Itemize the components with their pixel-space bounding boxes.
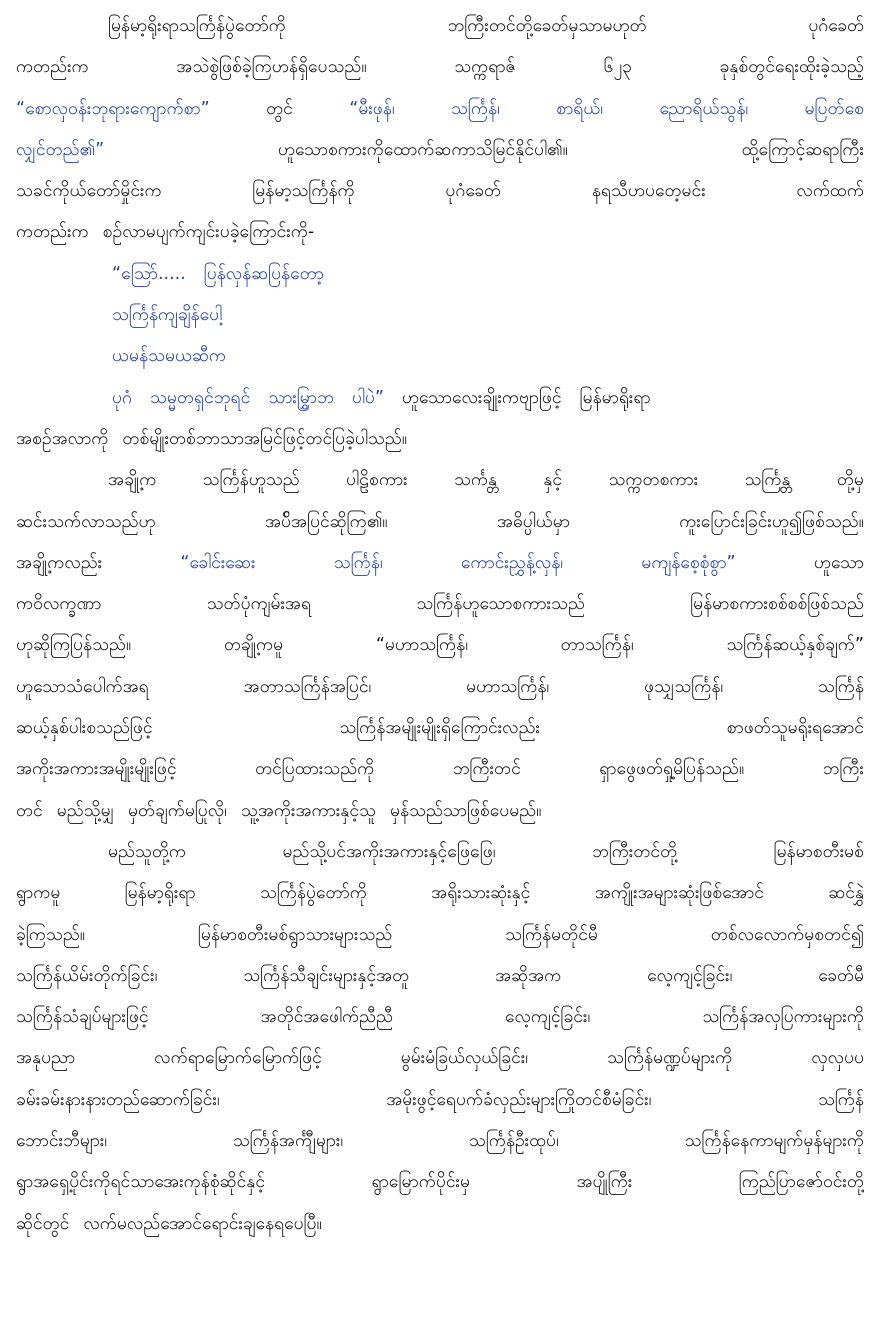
text-line [16,915,864,956]
word: စာဖတ်သူမရိုးရအောင် [726,718,864,739]
word: သက္ကတစကား [608,470,699,491]
text-line [16,956,864,997]
quoted-text: “သြော်..... [112,263,186,284]
word: သတ်ပုံကျမ်းအရ [206,594,312,615]
word: မြန်မာ့ရိုးရာသင်္ကြန်ပွဲတော်ကို [108,16,286,36]
text-line [16,295,864,336]
word: တစ်မျိုးတစ်ဘာသာအမြင်ဖြင့်တင်ပြခဲ့ပါသည်။ [122,428,408,449]
text-line [16,625,864,666]
word: ရွာမြောက်ပိုင်းမှ [371,1172,470,1193]
word: အကျိုးအများဆုံးဖြစ်အောင် [594,883,764,904]
word: မြန်မာရိုးရာ [579,387,651,408]
word: ပုဂံခေတ် [808,16,864,36]
word: သင်္ကြန်နေကာမျက်မှန်များကို [684,1131,864,1152]
word: ကြည်ပြာဇော်ဝင်းတို့ [738,1172,864,1193]
quoted-text: လျှင်တည်၏” [16,139,105,160]
word: သင်္ကြန်သီချင်းများနှင့်အတူ [243,965,410,986]
text-line [16,832,864,873]
quoted-text: သင်္ကြန်ကျချိန်ပေါ့ [112,305,223,326]
word: မှန်သည်သာဖြစ်ပေမည်။ [389,800,542,821]
word: နရသီဟပတေ့မင်း [591,181,706,202]
word: လှလှပပ [811,1048,864,1069]
word: အဆိုအက [495,965,562,986]
quoted-text: ကောင်းညွှန့်လှန်၊ [460,552,564,573]
word: လက်မလည်အောင်ရောင်းချနေရပေပြီ။ [83,1213,322,1234]
text-line [16,791,864,832]
text-line [16,502,864,543]
word: သင်္ကြန်ဟူသည် [202,470,300,491]
word: သင်္ကြန်ပွဲတော်ကို [259,883,367,904]
word: အဓိပ္ပါယ်မှာ [496,511,570,532]
text-line [16,708,864,749]
word: မြန်မာ့ရိုးရာ [124,883,196,904]
word: ရွာအရှေ့ပိုင်းကိုရင်သာအေးကုန်စုံဆိုင်နှင့် [16,1172,266,1193]
word: ခုနှစ်တွင်ရေးထိုးခဲ့သည့် [719,57,864,78]
quoted-text: ညောရိယ်သွန်၊ [659,98,749,119]
word: သင်္ကြန်ယိမ်းတိုက်ခြင်း၊ [16,965,158,986]
quoted-text: သင်္ကြန်၊ [333,552,383,573]
word: မည်သူတို့က [108,841,186,862]
text-line [16,1162,864,1203]
word: သင်္ကြန် [817,1089,864,1110]
word: မြန်မာ့သင်္ကြန်ကို [252,181,355,202]
text-line [16,584,864,625]
text-line [16,1080,864,1121]
quoted-text: ပါပဲ” [351,387,384,408]
word: မြန်မာစတီးမစ် [773,841,864,862]
word: အကိုးအကားအမျိုးမျိုးဖြင့် [16,759,177,780]
text-line [16,543,864,584]
quoted-text: မကျန်စေ့စုံစွာ” [641,552,736,573]
word: သက္ကရာဇ် [454,57,516,78]
text-line [16,1121,864,1162]
word: တာသင်္ကြန်၊ [560,635,634,656]
word: သင်္ကြန်မဏ္ဍပ်များကို [607,1048,733,1069]
word: သင်္ကန္တ [453,470,498,491]
word: ဟုဆိုကြပြန်သည်။ [16,635,132,656]
word: အတာသင်္ကြန်အပြင်၊ [243,676,372,697]
word: နှင့် [543,470,563,491]
word: လေ့ကျင့်ခြင်း၊ [647,965,733,986]
word: တစ်လလောက်မှစတင်၍ [710,924,864,945]
word: ဘကြီး [822,759,864,780]
quoted-text: ယမန်သမယဆီက [112,346,226,367]
text-line [16,873,864,914]
quoted-text: “ခေါင်းဆေး [180,552,256,573]
word: အချို့ကလည်း [16,552,103,573]
word: သင်္ကြန်သံချပ်များဖြင့် [16,1007,149,1028]
word: ဘကြီးတင်တို့ခေတ်မှသာမဟုတ် [447,16,647,36]
word: သင်္ကြန်မတိုင်မီ [505,924,598,945]
text-line [16,47,864,88]
word: သူ့အကိုးအကားနှင့်သူ [240,800,376,821]
word: စဉ်လာမပျက်ကျင်းပခဲ့ကြောင်းကို- [102,222,315,243]
word: အမိုးဖွင့်ရေပက်ခံလှည်းများကြိုတင်စီမံခြင်း၊ [386,1089,652,1110]
word: အပ်ိအပြင်ဆိုကြ၏။ [264,511,388,532]
word: လက်ထက် [796,181,864,202]
word: ဘကြီးတင် [452,759,521,780]
quoted-text: “စောလှဝန်းဘုရားကျောက်စာ” [16,98,210,119]
word: ခဲ့ကြသည်။ [16,924,86,945]
word: ကတည်းက [16,222,89,243]
word: ဆင်းသက်လာသည်ဟု [16,511,156,532]
word: ဟူသော [813,552,864,573]
word: ခမ်းခမ်းနားနားတည်ဆောက်ခြင်း၊ [16,1089,220,1110]
text-line [16,1204,864,1245]
text-line [16,997,864,1038]
word: မည်သို့မျှ [56,800,115,821]
word: သင်္ကြန္တ [744,470,791,491]
word: ပုဂံခေတ် [445,181,502,202]
word: ခေတ်မီ [818,965,864,986]
text-line [16,667,864,708]
word: သခင်ကိုယ်တော်မှိုင်းက [16,181,162,202]
word: သင်္ကြန်ဟူသောစကားသည် [416,594,585,615]
word: ကဝိလက္ခဏာ [16,594,102,615]
word: သင်္ကြန်ဆယ့်နှစ်ချက်” [726,635,864,656]
text-line [16,6,864,47]
word: ဆင်နွှဲ [828,883,864,904]
word: ဘကြီးတင်တို့ [592,841,678,862]
word: မြန်မာစတီးမစ်ရွာသားများသည် [197,924,393,945]
text-line [16,89,864,130]
word: အပျိုကြီး [576,1172,633,1193]
word: ဟူသောလေးချိုးကဗျာဖြင့် [401,387,562,408]
word: သင်္ကြန်အင်္ကျီများ၊ [232,1131,344,1152]
quoted-text: သားမြွှာဘ [268,387,334,408]
word: ဟူသောစကားကိုထောက်ဆကာသိမြင်နိုင်ပါ၏။ [277,139,568,160]
text-line [16,749,864,790]
word: တွင် [266,98,293,119]
quoted-text: မပြတ်စေ [804,98,864,119]
word: ပါဠိစကား [346,470,408,491]
word: ဆိုင်တွင် [16,1213,70,1234]
word: မွမ်းမံခြယ်လှယ်ခြင်း၊ [400,1048,529,1069]
word: မှတ်ချက်မပြုလို၊ [128,800,227,821]
word: ဘောင်းဘီများ၊ [16,1131,108,1152]
quoted-text: ပုဂံ [112,387,132,408]
quoted-text: စာရိယ်၊ [556,98,604,119]
text-line [16,378,864,419]
text-line [16,336,864,377]
word: အနုပညာ [16,1048,76,1069]
word: ကူးပြောင်းခြင်းဟူ၍ဖြစ်သည်။ [679,511,864,532]
text-line [16,212,864,253]
text-line [16,130,864,171]
quoted-text: သမ္မတရှင်ဘုရင် [149,387,251,408]
text-line [16,419,864,460]
word: ဖုသျှသင်္ကြန်၊ [643,676,724,697]
quoted-text: ပြန်လှန်ဆပြန်တော့ [203,263,324,284]
word: “မဟာသင်္ကြန်၊ [375,635,469,656]
text-line [16,1038,864,1079]
word: သင်္ကြန်အမျိုးမျိုးရှိကြောင်းလည်း [339,718,540,739]
word: ကတည်းက [16,57,89,78]
word: လေ့ကျင့်ခြင်း၊ [505,1007,591,1028]
word: တချို့ကမူ [223,635,284,656]
word: တင်ပြထားသည်ကို [255,759,375,780]
word: ထို့ကြောင့်ဆရာကြီး [741,139,864,160]
quoted-text: သင်္ကြန်၊ [451,98,500,119]
word: မြန်မာစကားစစ်စစ်ဖြစ်သည် [690,594,864,615]
word: အစဉ်အလာကို [16,428,109,449]
word: ဟူသောသံပေါက်အရ [16,676,149,697]
word: သင်္ကြန် [817,676,864,697]
text-line [16,460,864,501]
word: တင် [16,800,43,821]
word: လက်ရာမြောက်မြောက်ဖြင့် [154,1048,322,1069]
word: ရွာကမူ [16,883,61,904]
word: ရှာဖွေဖတ်ရှု့မိပြန်သည်။ [599,759,745,780]
word: အရိုးသားဆုံးနှင့် [431,883,531,904]
word: ဆယ့်နှစ်ပါးစသည်ဖြင့် [16,718,153,739]
word: တို့မှ [836,470,864,491]
text-line [16,254,864,295]
word: မည်သို့ပင်အကိုးအကားနှင့်ဖြေဖြေ၊ [282,841,496,862]
word: သင်္ကြန်အလှပြကားများကို [702,1007,864,1028]
word: အသဲစွဲဖြစ်ခဲ့ကြဟန်ရှိပေသည်။ [176,57,367,78]
word: အတိုင်အဖေါက်ညီညီ [260,1007,393,1028]
word: သင်္ကြန်ဦးထုပ်၊ [468,1131,559,1152]
word: ၆၂၃ [603,57,632,78]
word: အချို့က [108,470,157,491]
text-line [16,171,864,212]
quoted-text: “မီးဖုန်၊ [349,98,395,119]
word: မဟာသင်္ကြန်၊ [466,676,550,697]
